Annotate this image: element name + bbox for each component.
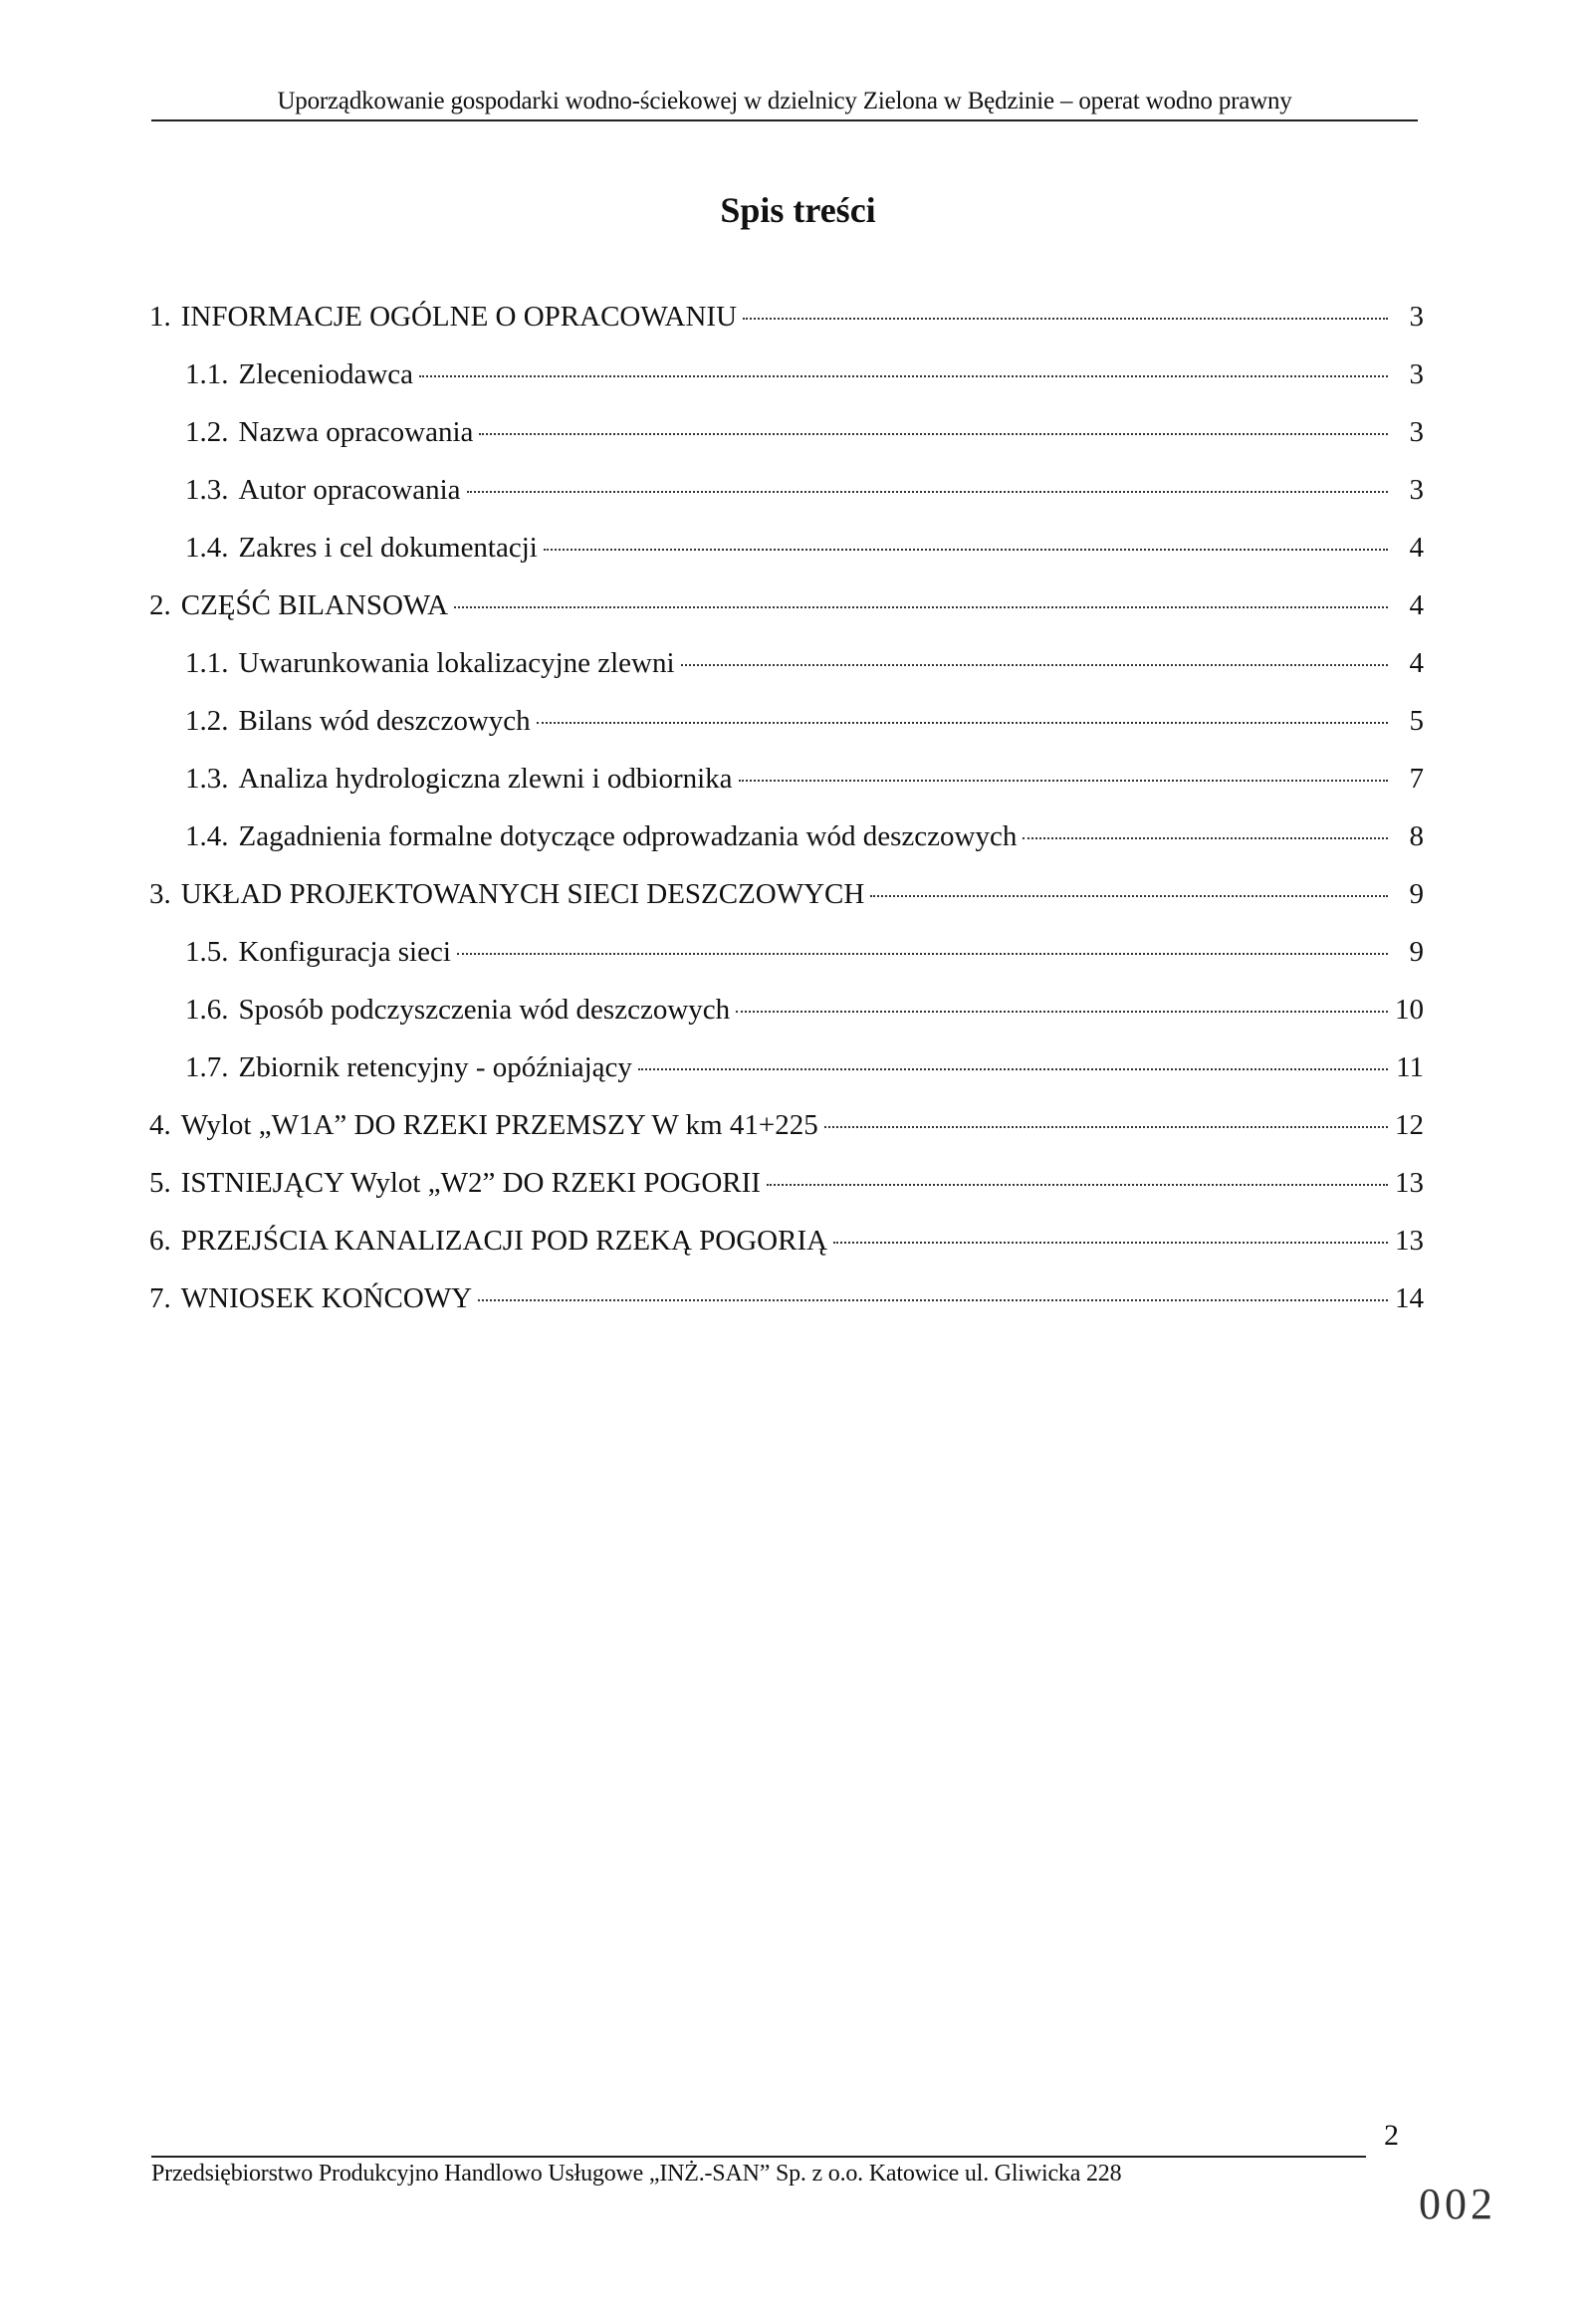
toc-entry-page: 8	[1409, 820, 1424, 852]
toc-entry-number: 1.3.	[185, 474, 229, 506]
toc-entry-page: 11	[1396, 1051, 1424, 1083]
toc-dot-leader	[833, 1242, 1388, 1244]
toc-entry	[149, 1109, 1424, 1142]
toc-entry-number: 1.6.	[185, 994, 229, 1026]
toc-entry-title: INFORMACJE OGÓLNE O OPRACOWANIU	[180, 301, 738, 333]
toc-entry-title: Konfiguracja sieci	[238, 936, 451, 968]
toc-dot-leader	[544, 549, 1388, 551]
page-stamp: 002	[1419, 2180, 1496, 2228]
toc-entry-title: Wylot „W1A” DO RZEKI PRZEMSZY W km 41+225	[180, 1109, 818, 1141]
toc-entry-title: PRZEJŚCIA KANALIZACJI POD RZEKĄ POGORIĄ	[180, 1225, 828, 1257]
toc-dot-leader	[1023, 837, 1388, 839]
toc-entry-page: 3	[1409, 474, 1424, 506]
toc-entry-page: 3	[1409, 416, 1424, 448]
toc-entry-number: 1.2.	[185, 416, 229, 448]
toc-entry-page: 9	[1409, 936, 1424, 968]
toc-entry-title: Zbiornik retencyjny - opóźniający	[238, 1051, 632, 1083]
toc-entry-page: 4	[1409, 589, 1424, 621]
toc-entry-page: 4	[1409, 647, 1424, 679]
footer-text: Przedsiębiorstwo Produkcyjno Handlowo Usługowe „INŻ.-SAN” Sp. z o.o. Katowice ul. Gliwicka 228	[151, 2161, 1122, 2187]
toc-entry-number: 1.2.	[185, 705, 229, 737]
toc-entry-page: 12	[1395, 1109, 1424, 1141]
toc-entry-number: 1.1.	[185, 647, 229, 679]
toc-entry	[149, 820, 1424, 853]
toc-entry	[149, 936, 1424, 969]
toc-dot-leader	[681, 664, 1388, 666]
toc-dot-leader	[870, 895, 1388, 897]
toc-dot-leader	[824, 1126, 1388, 1128]
toc-entry	[149, 647, 1424, 680]
toc-entry-page: 3	[1409, 358, 1424, 390]
toc-entry-number: 6.	[149, 1225, 171, 1257]
toc-entry	[149, 1225, 1424, 1258]
toc-entry	[149, 416, 1424, 449]
toc-dot-leader	[467, 491, 1388, 493]
toc-dot-leader	[739, 780, 1388, 782]
toc-entry-page: 10	[1395, 994, 1424, 1026]
toc-entry-title: Zagadnienia formalne dotyczące odprowadzania wód deszczowych	[238, 820, 1018, 852]
toc-entry-title: Zakres i cel dokumentacji	[238, 532, 538, 564]
toc-entry	[149, 1167, 1424, 1200]
toc-entry-number: 7.	[149, 1282, 171, 1314]
toc-dot-leader	[454, 606, 1388, 608]
toc-entry-title: UKŁAD PROJEKTOWANYCH SIECI DESZCZOWYCH	[180, 878, 865, 910]
toc-entry-title: Bilans wód deszczowych	[238, 705, 531, 737]
toc-entry-page: 13	[1395, 1167, 1424, 1199]
toc-dot-leader	[743, 318, 1388, 320]
toc-entry-title: ISTNIEJĄCY Wylot „W2” DO RZEKI POGORII	[180, 1167, 761, 1199]
toc-entry	[149, 1051, 1424, 1084]
toc-entry	[149, 705, 1424, 738]
toc-entry	[149, 358, 1424, 391]
footer-divider	[151, 2156, 1366, 2158]
toc-entry-page: 4	[1409, 532, 1424, 564]
toc-entry-page: 9	[1409, 878, 1424, 910]
toc-entry-page: 14	[1395, 1282, 1424, 1314]
toc-entry	[149, 763, 1424, 796]
toc-entry-title: WNIOSEK KOŃCOWY	[180, 1282, 473, 1314]
toc-entry-number: 3.	[149, 878, 171, 910]
toc-entry-number: 1.	[149, 301, 171, 333]
toc-entry-title: Nazwa opracowania	[238, 416, 474, 448]
toc-entry-number: 1.1.	[185, 358, 229, 390]
toc-entry-number: 4.	[149, 1109, 171, 1141]
toc-entry-title: Analiza hydrologiczna zlewni i odbiornika	[238, 763, 733, 795]
toc-entry-number: 1.4.	[185, 532, 229, 564]
running-header: Uporządkowanie gospodarki wodno-ściekowej w dzielnicy Zielona w Będzinie – operat wodno prawny	[151, 88, 1418, 121]
toc-entry-number: 5.	[149, 1167, 171, 1199]
toc-entry-page: 7	[1409, 763, 1424, 795]
toc-dot-leader	[638, 1068, 1388, 1070]
toc-entry-title: Autor opracowania	[238, 474, 461, 506]
toc-dot-leader	[767, 1184, 1388, 1186]
toc-dot-leader	[537, 722, 1388, 724]
toc-dot-leader	[736, 1011, 1388, 1013]
toc-entry-title: CZĘŚĆ BILANSOWA	[180, 589, 449, 621]
toc-entry-page: 5	[1409, 705, 1424, 737]
toc-entry-page: 3	[1409, 301, 1424, 333]
toc-entry-title: Zleceniodawca	[238, 358, 414, 390]
toc-entry-page: 13	[1395, 1225, 1424, 1257]
toc-entry-title: Uwarunkowania lokalizacyjne zlewni	[238, 647, 675, 679]
toc-entry	[149, 589, 1424, 622]
page-number: 2	[1384, 2119, 1399, 2152]
toc-entry-number: 1.5.	[185, 936, 229, 968]
toc-entry	[149, 1282, 1424, 1315]
toc-entry-number: 1.7.	[185, 1051, 229, 1083]
toc-entry	[149, 474, 1424, 507]
toc-entry	[149, 532, 1424, 565]
toc-dot-leader	[419, 375, 1388, 377]
toc-entry	[149, 878, 1424, 911]
toc-entry	[149, 301, 1424, 334]
toc-entry-number: 1.3.	[185, 763, 229, 795]
page-title: Spis treści	[720, 190, 876, 230]
toc-entry-number: 2.	[149, 589, 171, 621]
toc-entry	[149, 994, 1424, 1027]
toc-dot-leader	[479, 433, 1388, 435]
toc-entry-title: Sposób podczyszczenia wód deszczowych	[238, 994, 731, 1026]
toc-dot-leader	[478, 1299, 1388, 1301]
toc-dot-leader	[457, 953, 1388, 955]
toc-entry-number: 1.4.	[185, 820, 229, 852]
